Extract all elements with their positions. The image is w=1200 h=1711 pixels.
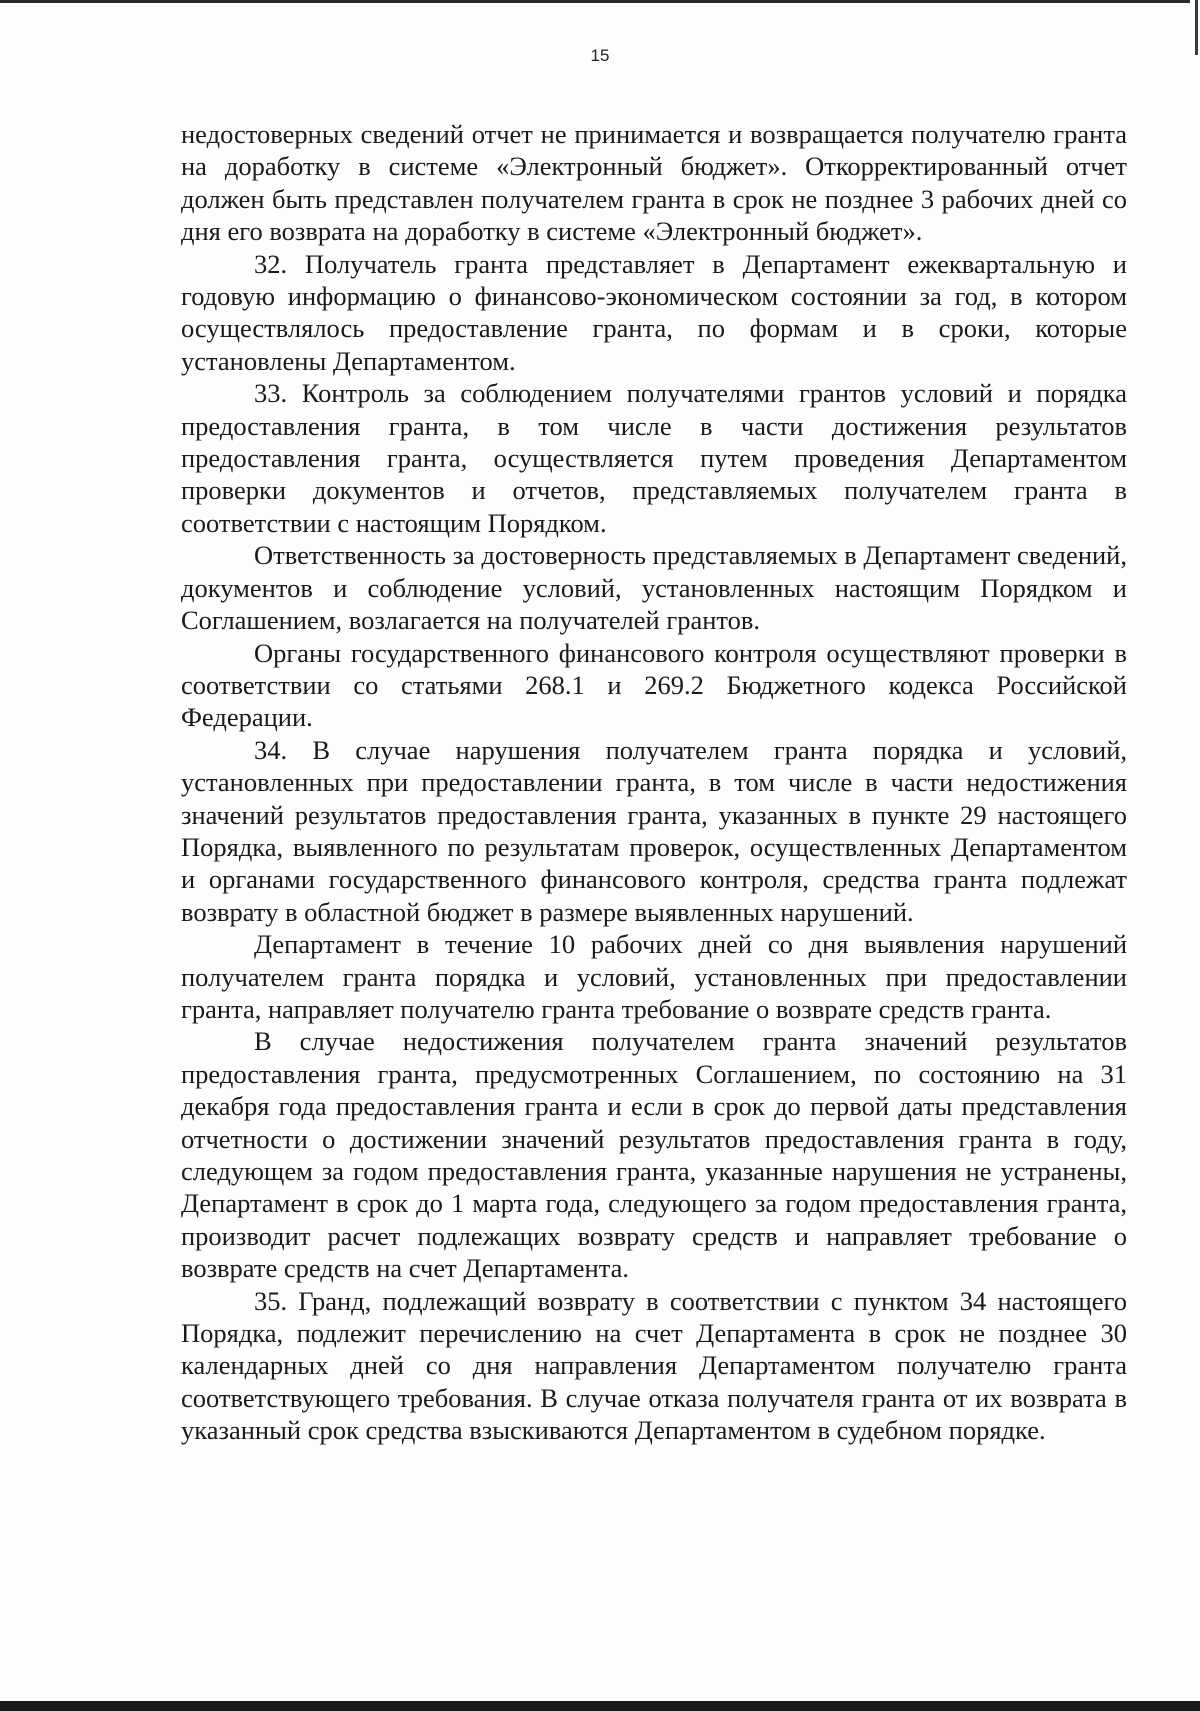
paragraph-item-32: 32. Получатель гранта представляет в Департамент ежеквартальную и годовую информацию о финансово-экономическом состоянии за год, в котором осуществлялось предоставление гранта, по формам и в сроки, которые установлены Департаментом. xyxy=(181,248,1127,376)
top-scan-border xyxy=(0,0,1190,3)
paragraph-non-achievement: В случае недостижения получателем гранта значений результатов предоставления гранта, предусмотренных Соглашением, по состоянию на 31 декабря года предоставления гранта и если в срок до первой даты представления отчетности о достижении значений результатов предоставления гранта в году, следующем за годом предоставления гранта, указанные нарушения не устранены, Департамент в срок до 1 марта года, следующего за годом предоставления гранта, производит расчет подлежащих возврату средств и направляет требование о возврате средств на счет Департамента. xyxy=(181,1026,1127,1284)
paragraph-item-35: 35. Гранд, подлежащий возврату в соответствии с пунктом 34 настоящего Порядка, подлежит перечислению на счет Департамента в срок не позднее 30 календарных дней со дня направления Департаментом получателю гранта соответствующего требования. В случае отказа получателя гранта от их возврата в указанный срок средства взыскиваются Департаментом в судебном порядке. xyxy=(181,1285,1127,1446)
paragraph-item-33: 33. Контроль за соблюдением получателями грантов условий и порядка предоставления гранта, в том числе в части достижения результатов предоставления гранта, осуществляется путем проведения Департаментом проверки документов и отчетов, представляемых получателем гранта в соответствии с настоящим Порядком. xyxy=(181,378,1127,538)
paragraph-responsibility: Ответственность за достоверность представляемых в Департамент сведений, документов и соблюдение условий, установленных настоящим Порядком и Соглашением, возлагается на получателей грантов. xyxy=(181,540,1127,636)
paragraph-control-bodies: Органы государственного финансового контроля осуществляют проверки в соответствии со статьями 268.1 и 269.2 Бюджетного кодекса Российской Федерации. xyxy=(181,637,1127,733)
page-number: 15 xyxy=(590,46,610,65)
paragraph-continuation: недостоверных сведений отчет не принимается и возвращается получателю гранта на доработку в системе «Электронный бюджет». Откорректированный отчет должен быть представлен получателем гранта в срок не позднее 3 рабочих дней со дня его возврата на доработку в системе «Электронный бюджет». xyxy=(181,119,1127,247)
paragraph-department-notice: Департамент в течение 10 рабочих дней со дня выявления нарушений получателем гранта порядка и условий, установленных при предоставлении гранта, направляет получателю гранта требование о возврате средств гранта. xyxy=(181,929,1127,1024)
bottom-scan-border xyxy=(0,1701,1200,1711)
document-body xyxy=(181,118,1127,1447)
paragraph-item-34: 34. В случае нарушения получателем гранта порядка и условий, установленных при предоставлении гранта, в том числе в части недостижения значений результатов предоставления гранта, указанных в пункте 29 настоящего Порядка, выявленного по результатам проверок, осуществленных Департаментом и органами государственного финансового контроля, средства гранта подлежат возврату в областной бюджет в размере выявленных нарушений. xyxy=(181,734,1127,927)
